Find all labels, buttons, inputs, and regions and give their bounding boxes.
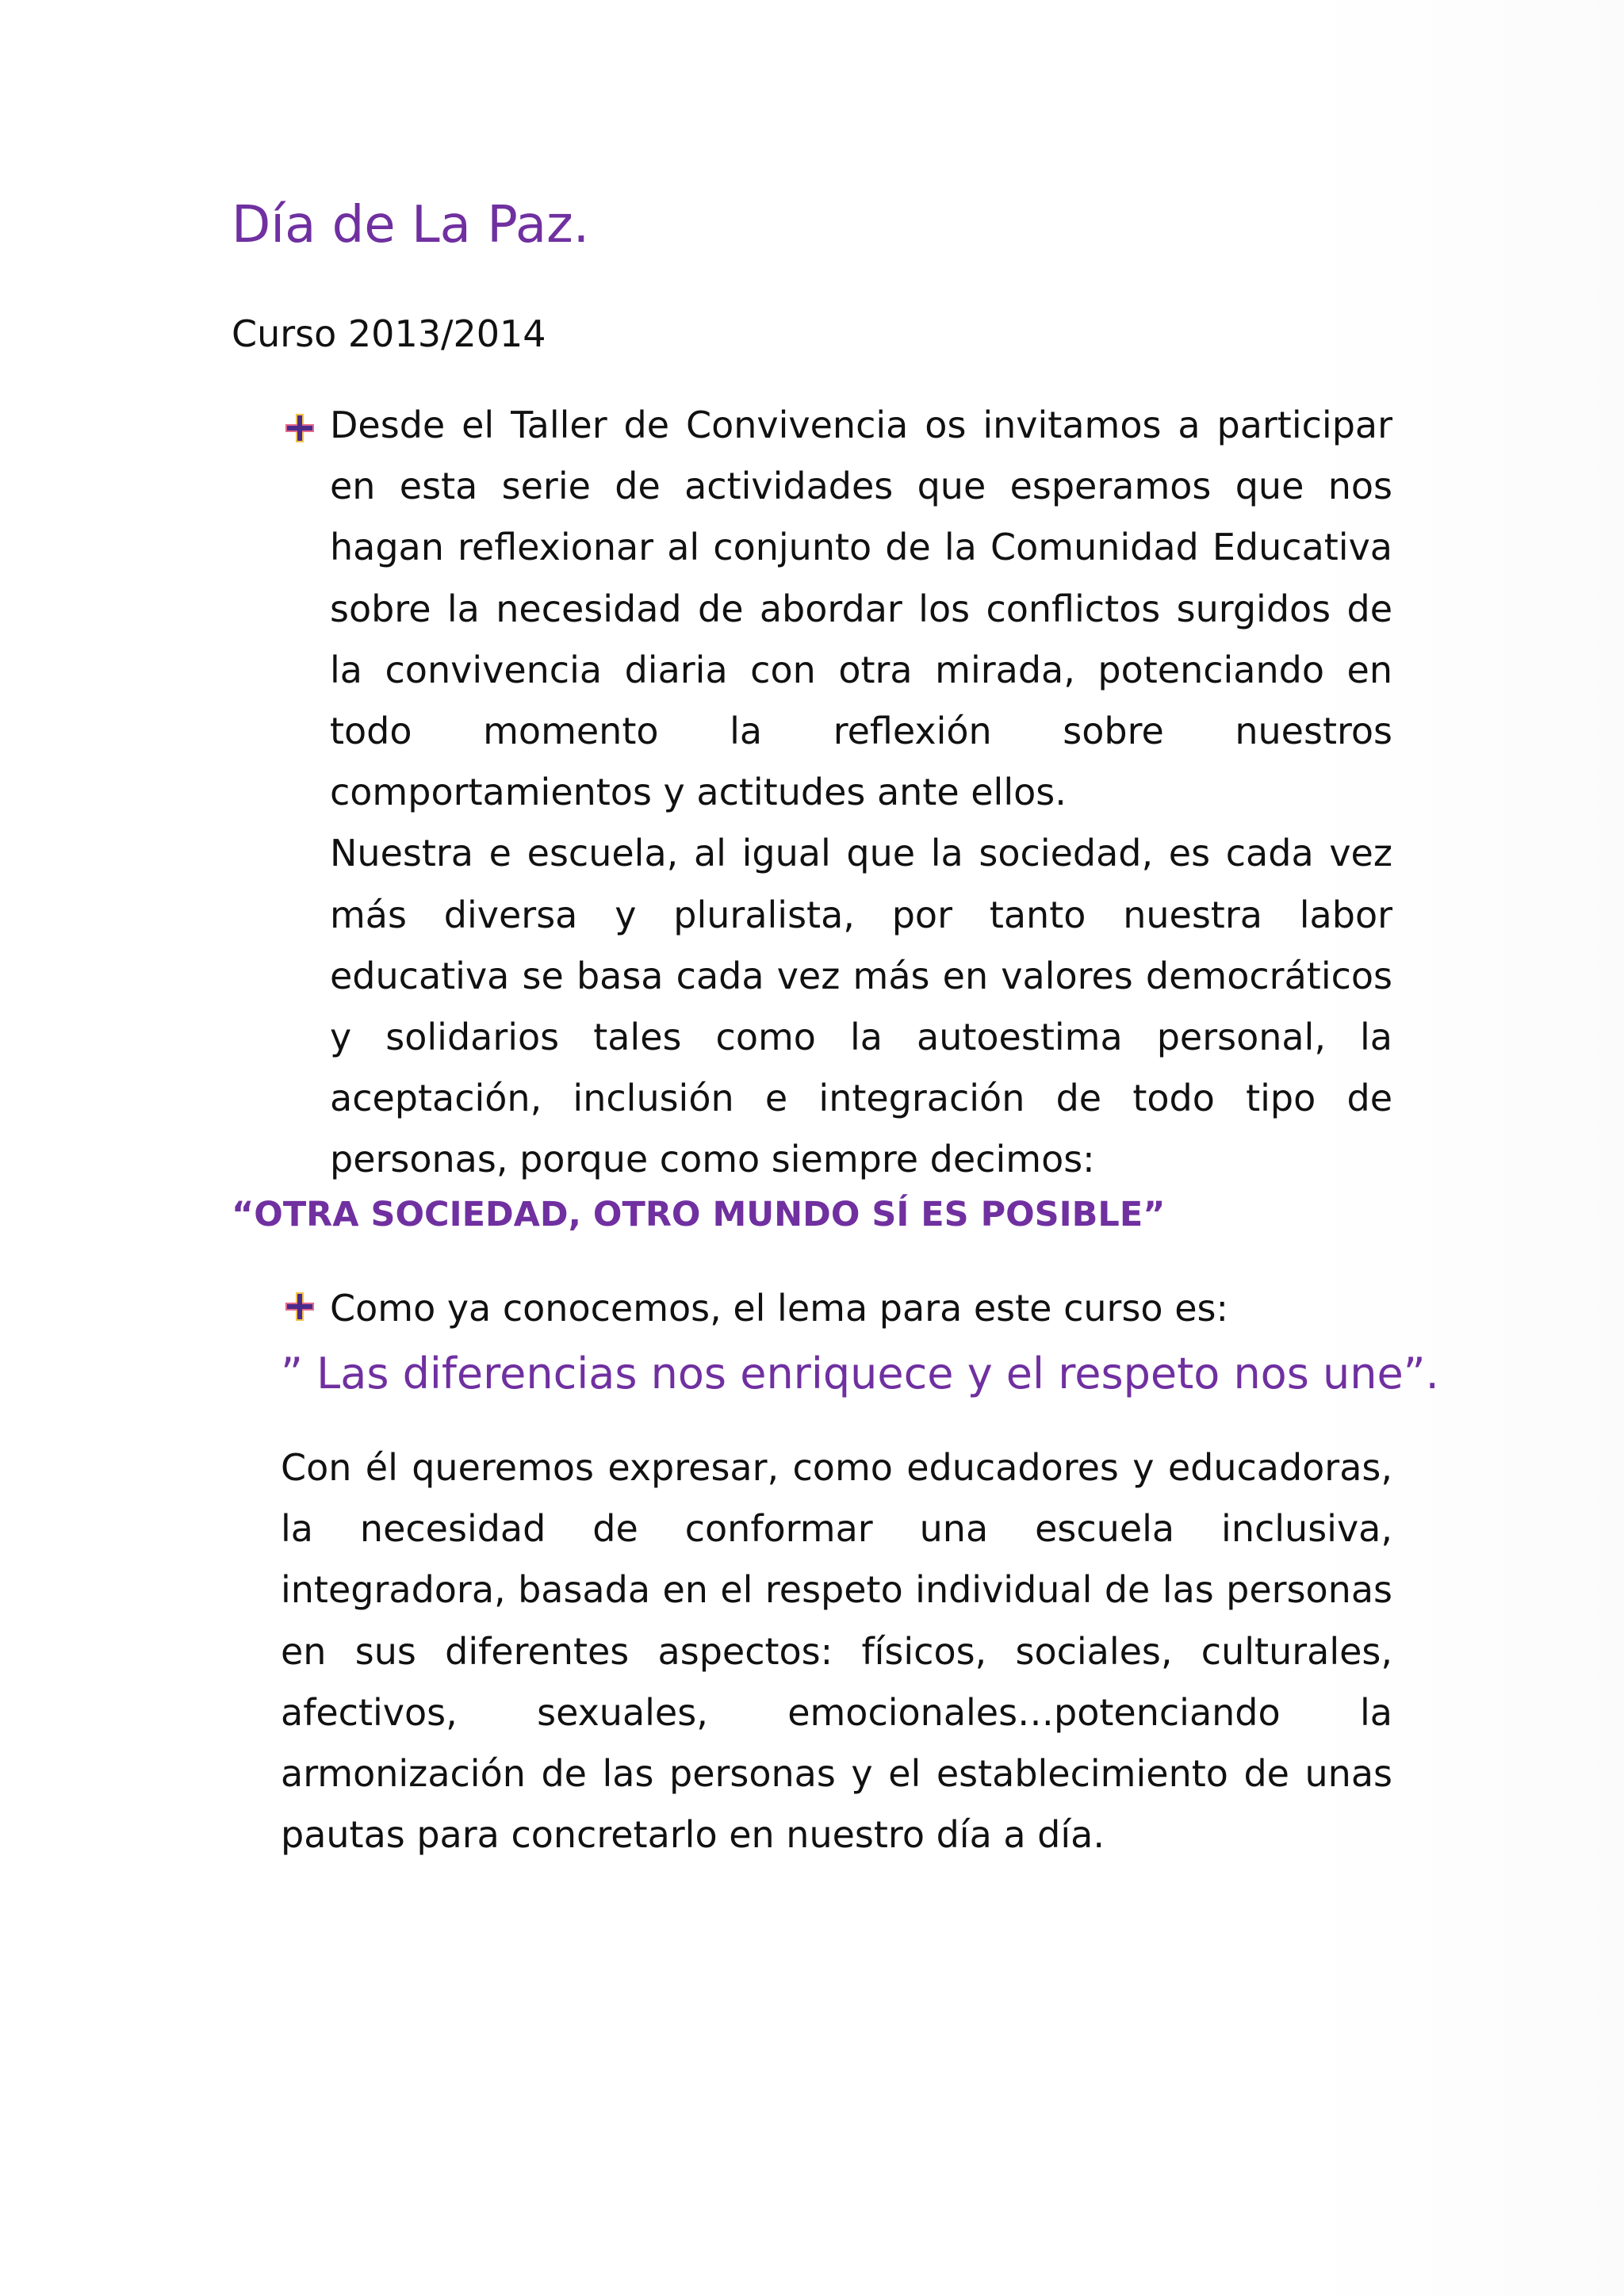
motto-intro: Como ya conocemos, el lema para este curso es:	[330, 1287, 1228, 1330]
motto: ” Las diferencias nos enriquece y el respeto nos une”.	[281, 1349, 1439, 1399]
course-label: Curso 2013/2014	[232, 312, 546, 355]
diversity-paragraph: Nuestra e escuela, al igual que la sociedad, es cada vez más diversa y pluralista, por tanto nuestra labor educativa se basa cada vez más en valores democráticos y solidarios tales como la autoestima personal, la aceptación, inclusión e integración de todo tipo de personas, porque como siempre decimos:	[330, 832, 1392, 1181]
page-title: Día de La Paz.	[232, 196, 590, 254]
cross-bullet-icon	[284, 1291, 316, 1322]
closing-paragraph: Con él queremos expresar, como educadores y educadoras, la necesidad de conformar una escuela inclusiva, integradora, basada en el respeto individual de las personas en sus diferentes aspectos: físicos, sociales, culturales, afectivos, sexuales, emocionales…potenciando la armonización de las personas y el establecimiento de unas pautas para concretarlo en nuestro día a día.	[281, 1446, 1392, 1857]
slogan: “OTRA SOCIEDAD, OTRO MUNDO SÍ ES POSIBLE”	[232, 1195, 1166, 1234]
intro-paragraph: Desde el Taller de Convivencia os invitamos a participar en esta serie de actividades que esperamos que nos hagan reflexionar al conjunto de la Comunidad Educativa sobre la necesidad de abordar los conflictos surgidos de la convivencia diaria con otra mirada, potenciando en todo momento la reflexión sobre nuestros comportamientos y actitudes ante ellos.	[330, 404, 1392, 814]
intro-paragraph-block	[330, 395, 1392, 1191]
cross-bullet-icon	[284, 412, 316, 444]
